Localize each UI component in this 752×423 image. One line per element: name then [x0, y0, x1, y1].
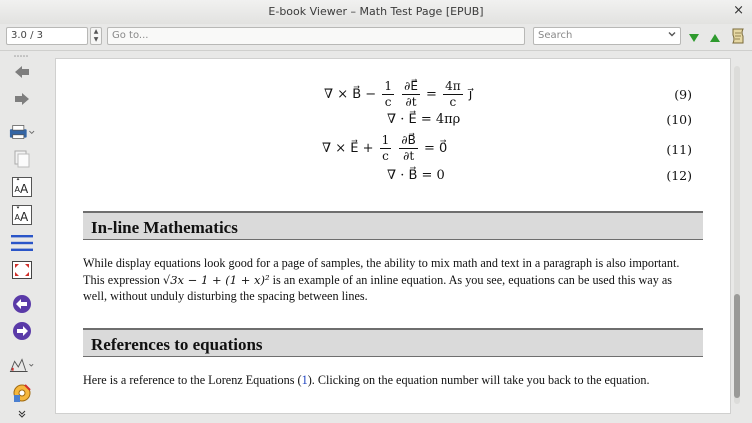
font-smaller-icon[interactable]	[9, 204, 35, 226]
eq9-frac2: $\frac{\partial E⃗}{\partial t}$	[404, 79, 418, 109]
sidebar	[0, 51, 44, 423]
eq9-rhs: j⃗	[468, 87, 473, 102]
position-input[interactable]: 3.0 / 3	[6, 27, 88, 45]
equation-10: ∇ · E⃗ = 4πρ	[387, 112, 461, 127]
equation-9	[324, 79, 472, 110]
eq9-frac1: $\frac{1}{c}$	[384, 79, 392, 109]
eq9-equals: =	[426, 87, 437, 102]
svg-text:A: A	[20, 210, 29, 224]
font-larger-icon[interactable]	[9, 176, 35, 198]
preferences-icon[interactable]	[9, 382, 35, 404]
more-icon[interactable]	[9, 407, 35, 421]
para1-line1: While display equations look good for a page of samples, the ability to mix math and text in a paragraph is also important.	[83, 256, 680, 270]
eq11-frac2: $\frac{\partial B⃗}{\partial t}$	[401, 133, 416, 163]
copy-icon[interactable]	[9, 148, 35, 170]
paragraph-inline-math	[83, 255, 703, 305]
eq9-lhs: ∇ × B⃗ −	[324, 87, 377, 102]
eq9-frac3: $\frac{4\pi}{c}$	[445, 79, 461, 109]
back-arrow-icon[interactable]	[9, 61, 35, 83]
book-page[interactable]	[55, 58, 731, 414]
toolbar	[0, 24, 752, 51]
section-heading-inline-math: In-line Mathematics	[83, 211, 703, 240]
spin-down-icon[interactable]: ▼	[93, 36, 99, 43]
equation-number-11[interactable]: (11)	[666, 142, 692, 157]
section-heading-references: References to equations	[83, 328, 703, 357]
position-spinner[interactable]	[90, 27, 102, 45]
search-dropdown-icon[interactable]	[667, 29, 677, 45]
forward-arrow-icon[interactable]	[9, 88, 35, 110]
inline-equation: √3x − 1 + (1 + x)²	[162, 272, 270, 287]
print-icon[interactable]	[9, 121, 35, 143]
equation-12: ∇ · B⃗ = 0	[387, 168, 445, 183]
eq11-lhs: ∇ × E⃗ +	[322, 141, 374, 156]
svg-text:A: A	[14, 185, 20, 194]
search-input[interactable]	[533, 27, 681, 45]
fullscreen-icon[interactable]	[9, 259, 35, 281]
table-of-contents-icon[interactable]	[9, 232, 35, 254]
para1-line3: well, without unduly disturbing the spacing between lines.	[83, 289, 368, 303]
search-placeholder: Search	[538, 30, 573, 41]
sidebar-grip[interactable]	[14, 51, 28, 60]
para1-line2: This expression √3x − 1 + (1 + x)² is an example of an inline equation. As you see, equations can be used this way as	[83, 272, 673, 287]
find-next-icon[interactable]	[688, 29, 700, 48]
paragraph-references: Here is a reference to the Lorenz Equations (1). Clicking on the equation number will take you back to the equation.	[83, 373, 650, 387]
equation-number-9[interactable]: (9)	[674, 87, 692, 102]
spin-up-icon[interactable]: ▲	[93, 28, 99, 35]
equation-number-10[interactable]: (10)	[666, 112, 692, 127]
find-previous-icon[interactable]	[709, 29, 721, 48]
svg-text:A: A	[14, 213, 20, 222]
eq11-rhs: = 0⃗	[423, 141, 448, 156]
svg-text:A: A	[20, 182, 29, 196]
bookmark-scroll-icon[interactable]	[730, 27, 746, 49]
vertical-scrollbar[interactable]	[731, 58, 745, 412]
goto-input[interactable]: Go to...	[107, 27, 525, 45]
previous-page-icon[interactable]	[9, 293, 35, 315]
eq11-frac1: $\frac{1}{c}$	[381, 133, 390, 163]
equation-11	[322, 133, 447, 164]
equation-number-12[interactable]: (12)	[666, 168, 692, 183]
scrollbar-thumb[interactable]	[734, 294, 740, 398]
close-icon[interactable]: ×	[733, 3, 744, 18]
window-title: E-book Viewer – Math Test Page [EPUB]	[268, 5, 484, 18]
next-page-icon[interactable]	[9, 320, 35, 342]
title-bar	[0, 0, 752, 25]
equation-reference-link[interactable]: 1	[301, 373, 308, 387]
reference-mode-icon[interactable]	[9, 355, 35, 377]
